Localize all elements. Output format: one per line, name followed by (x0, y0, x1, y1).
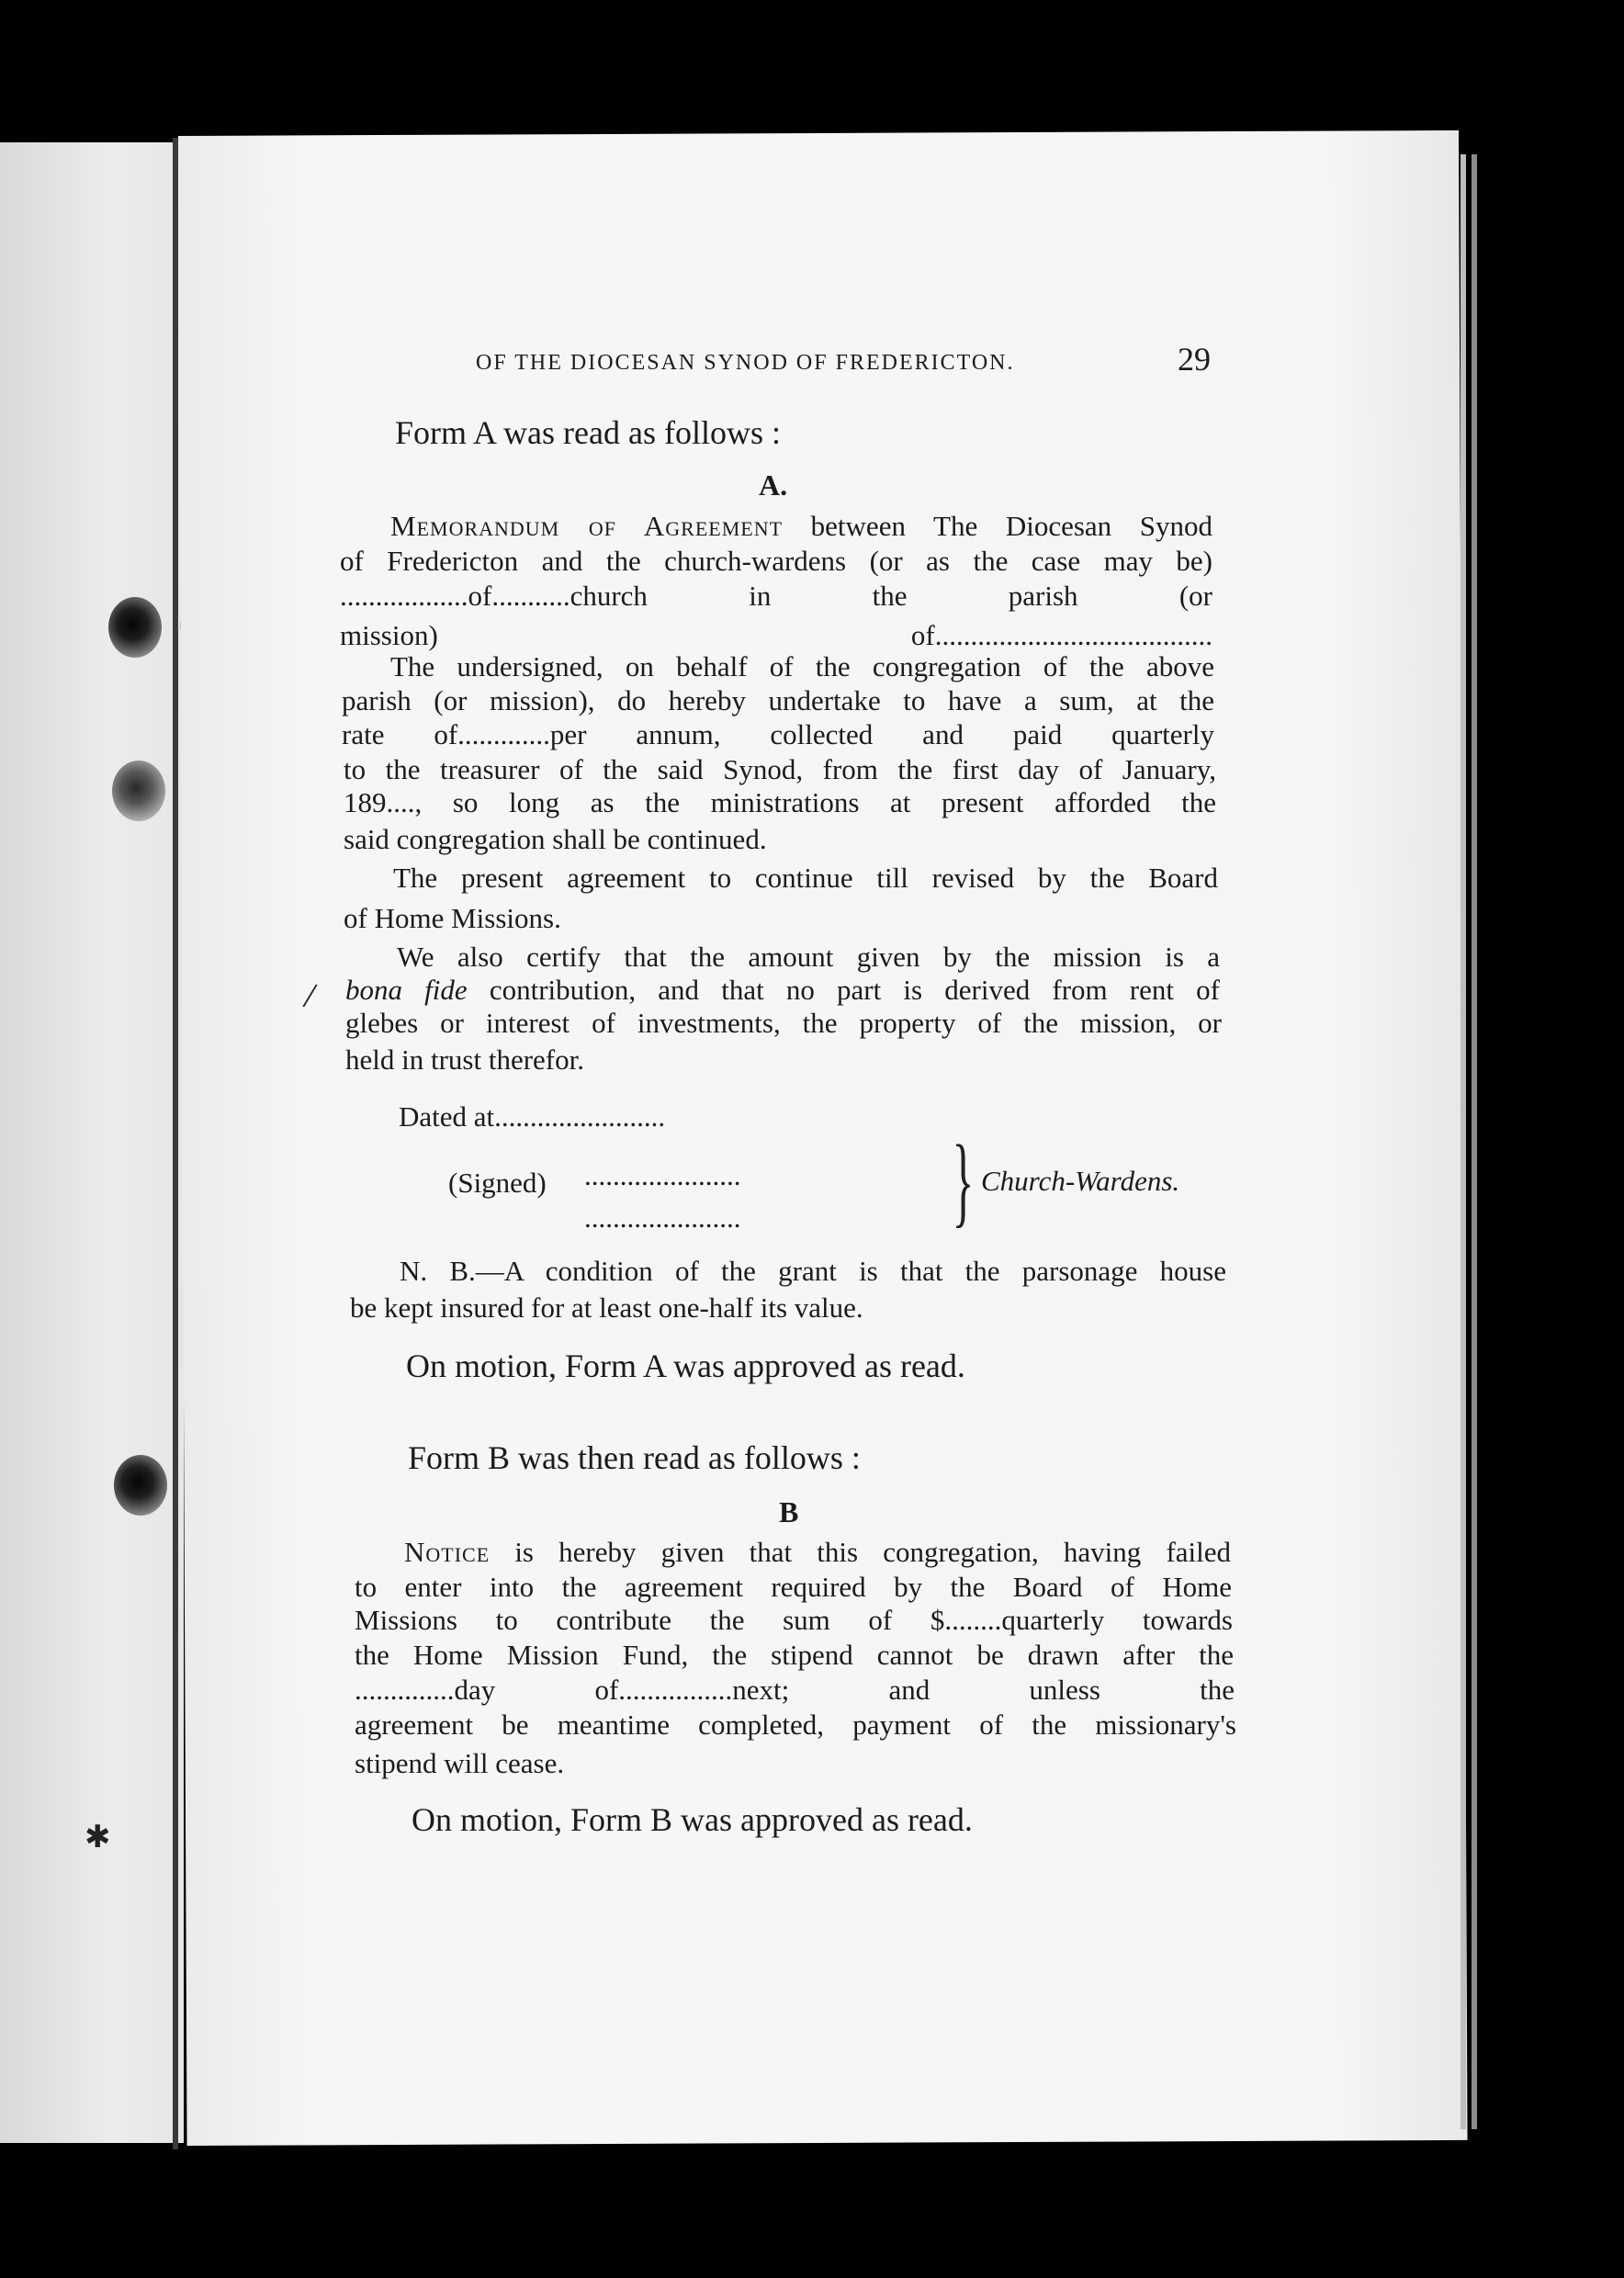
page-number: 29 (1178, 341, 1211, 378)
notice-line-1-rest: is hereby given that this congregation, having failed (514, 1536, 1232, 1568)
notice-line-7: stipend will cease. (355, 1747, 565, 1779)
signed-label: (Signed) (448, 1167, 547, 1199)
running-header (476, 340, 1211, 386)
paragraph-2-line-2: of Home Missions. (344, 902, 561, 934)
margin-mark: ✱ (85, 1821, 111, 1855)
notice-line-1 (404, 1536, 1231, 1569)
paragraph-1-line-6: said congregation shall be continued. (344, 823, 767, 855)
form-b-heading: B (779, 1495, 799, 1528)
form-a-motion: On motion, Form A was approved as read. (406, 1348, 965, 1384)
page-edge (1460, 154, 1466, 2129)
binding-hole (114, 1455, 167, 1516)
note-line-1: N. B.—A condition of the grant is that the parsonage house (400, 1255, 1226, 1287)
memo-label: Memorandum of Agreement (390, 510, 784, 542)
binding-hole (108, 597, 162, 658)
church-wardens-label: Church-Wardens. (981, 1165, 1180, 1197)
curly-brace: } (952, 1124, 975, 1236)
notice-line-2: to enter into the agreement required by the Board of Home (355, 1571, 1232, 1603)
bona-fide-italic: bona fide (345, 974, 468, 1006)
notice-line-5: ..............day of................next; and unless the (355, 1674, 1235, 1706)
paragraph-1-line-1: The undersigned, on behalf of the congregation of the above (390, 650, 1214, 682)
paragraph-3-line-2 (345, 974, 1220, 1007)
paragraph-1-line-2: parish (or mission), do hereby undertake to have a sum, at the (342, 684, 1214, 716)
notice-line-6: agreement be meantime completed, payment of the missionary's (355, 1708, 1236, 1741)
paragraph-1-line-5: 189...., so long as the ministrations at present afforded the (344, 786, 1216, 818)
note-line-2: be kept insured for at least one-half its value. (350, 1291, 863, 1324)
paragraph-3-line-4: held in trust therefor. (345, 1043, 584, 1076)
form-a-heading: A. (759, 468, 788, 502)
book-page (178, 130, 1468, 2146)
memo-line-4: mission) of....................................... (340, 619, 1212, 651)
paragraph-1-line-3: rate of.............per annum, collected and paid quarterly (342, 718, 1214, 750)
paragraph-3-line-1: We also certify that the amount given by the mission is a (397, 941, 1220, 973)
notice-line-4: the Home Mission Fund, the stipend cannot be drawn after the (355, 1639, 1234, 1671)
form-b-intro: Form B was then read as follows : (408, 1439, 861, 1476)
memo-line-2: of Fredericton and the church-wardens (or as the case may be) (340, 545, 1212, 577)
binding-hole (112, 761, 165, 821)
form-b-motion: On motion, Form B was approved as read. (412, 1801, 973, 1838)
page-edge (1472, 154, 1477, 2129)
memo-line-1 (390, 510, 1212, 543)
notice-line-3: Missions to contribute the sum of $........quarterly towards (355, 1604, 1233, 1636)
form-a-intro: Form A was read as follows : (395, 414, 781, 451)
book-gutter (173, 138, 178, 2149)
signature-line-2: ...................... (584, 1201, 741, 1234)
margin-pencil-mark: / (300, 974, 320, 1017)
paragraph-3-line-3: glebes or interest of investments, the property of the mission, or (345, 1007, 1222, 1039)
paragraph-2-line-1: The present agreement to continue till revised by the Board (393, 862, 1218, 894)
running-title: OF THE DIOCESAN SYNOD OF FREDERICTON. (476, 351, 1015, 375)
paragraph-1-line-4: to the treasurer of the said Synod, from the first day of January, (344, 753, 1216, 785)
memo-line-3: ..................of...........church in the parish (or (340, 580, 1212, 612)
memo-line-1-rest: between The Diocesan Synod (810, 510, 1213, 542)
paragraph-3-line-2-rest: contribution, and that no part is derived from rent of (489, 974, 1220, 1006)
notice-label: Notice (404, 1536, 491, 1568)
signature-line-1: ...................... (584, 1159, 741, 1191)
dated-at-line: Dated at........................ (399, 1100, 666, 1133)
